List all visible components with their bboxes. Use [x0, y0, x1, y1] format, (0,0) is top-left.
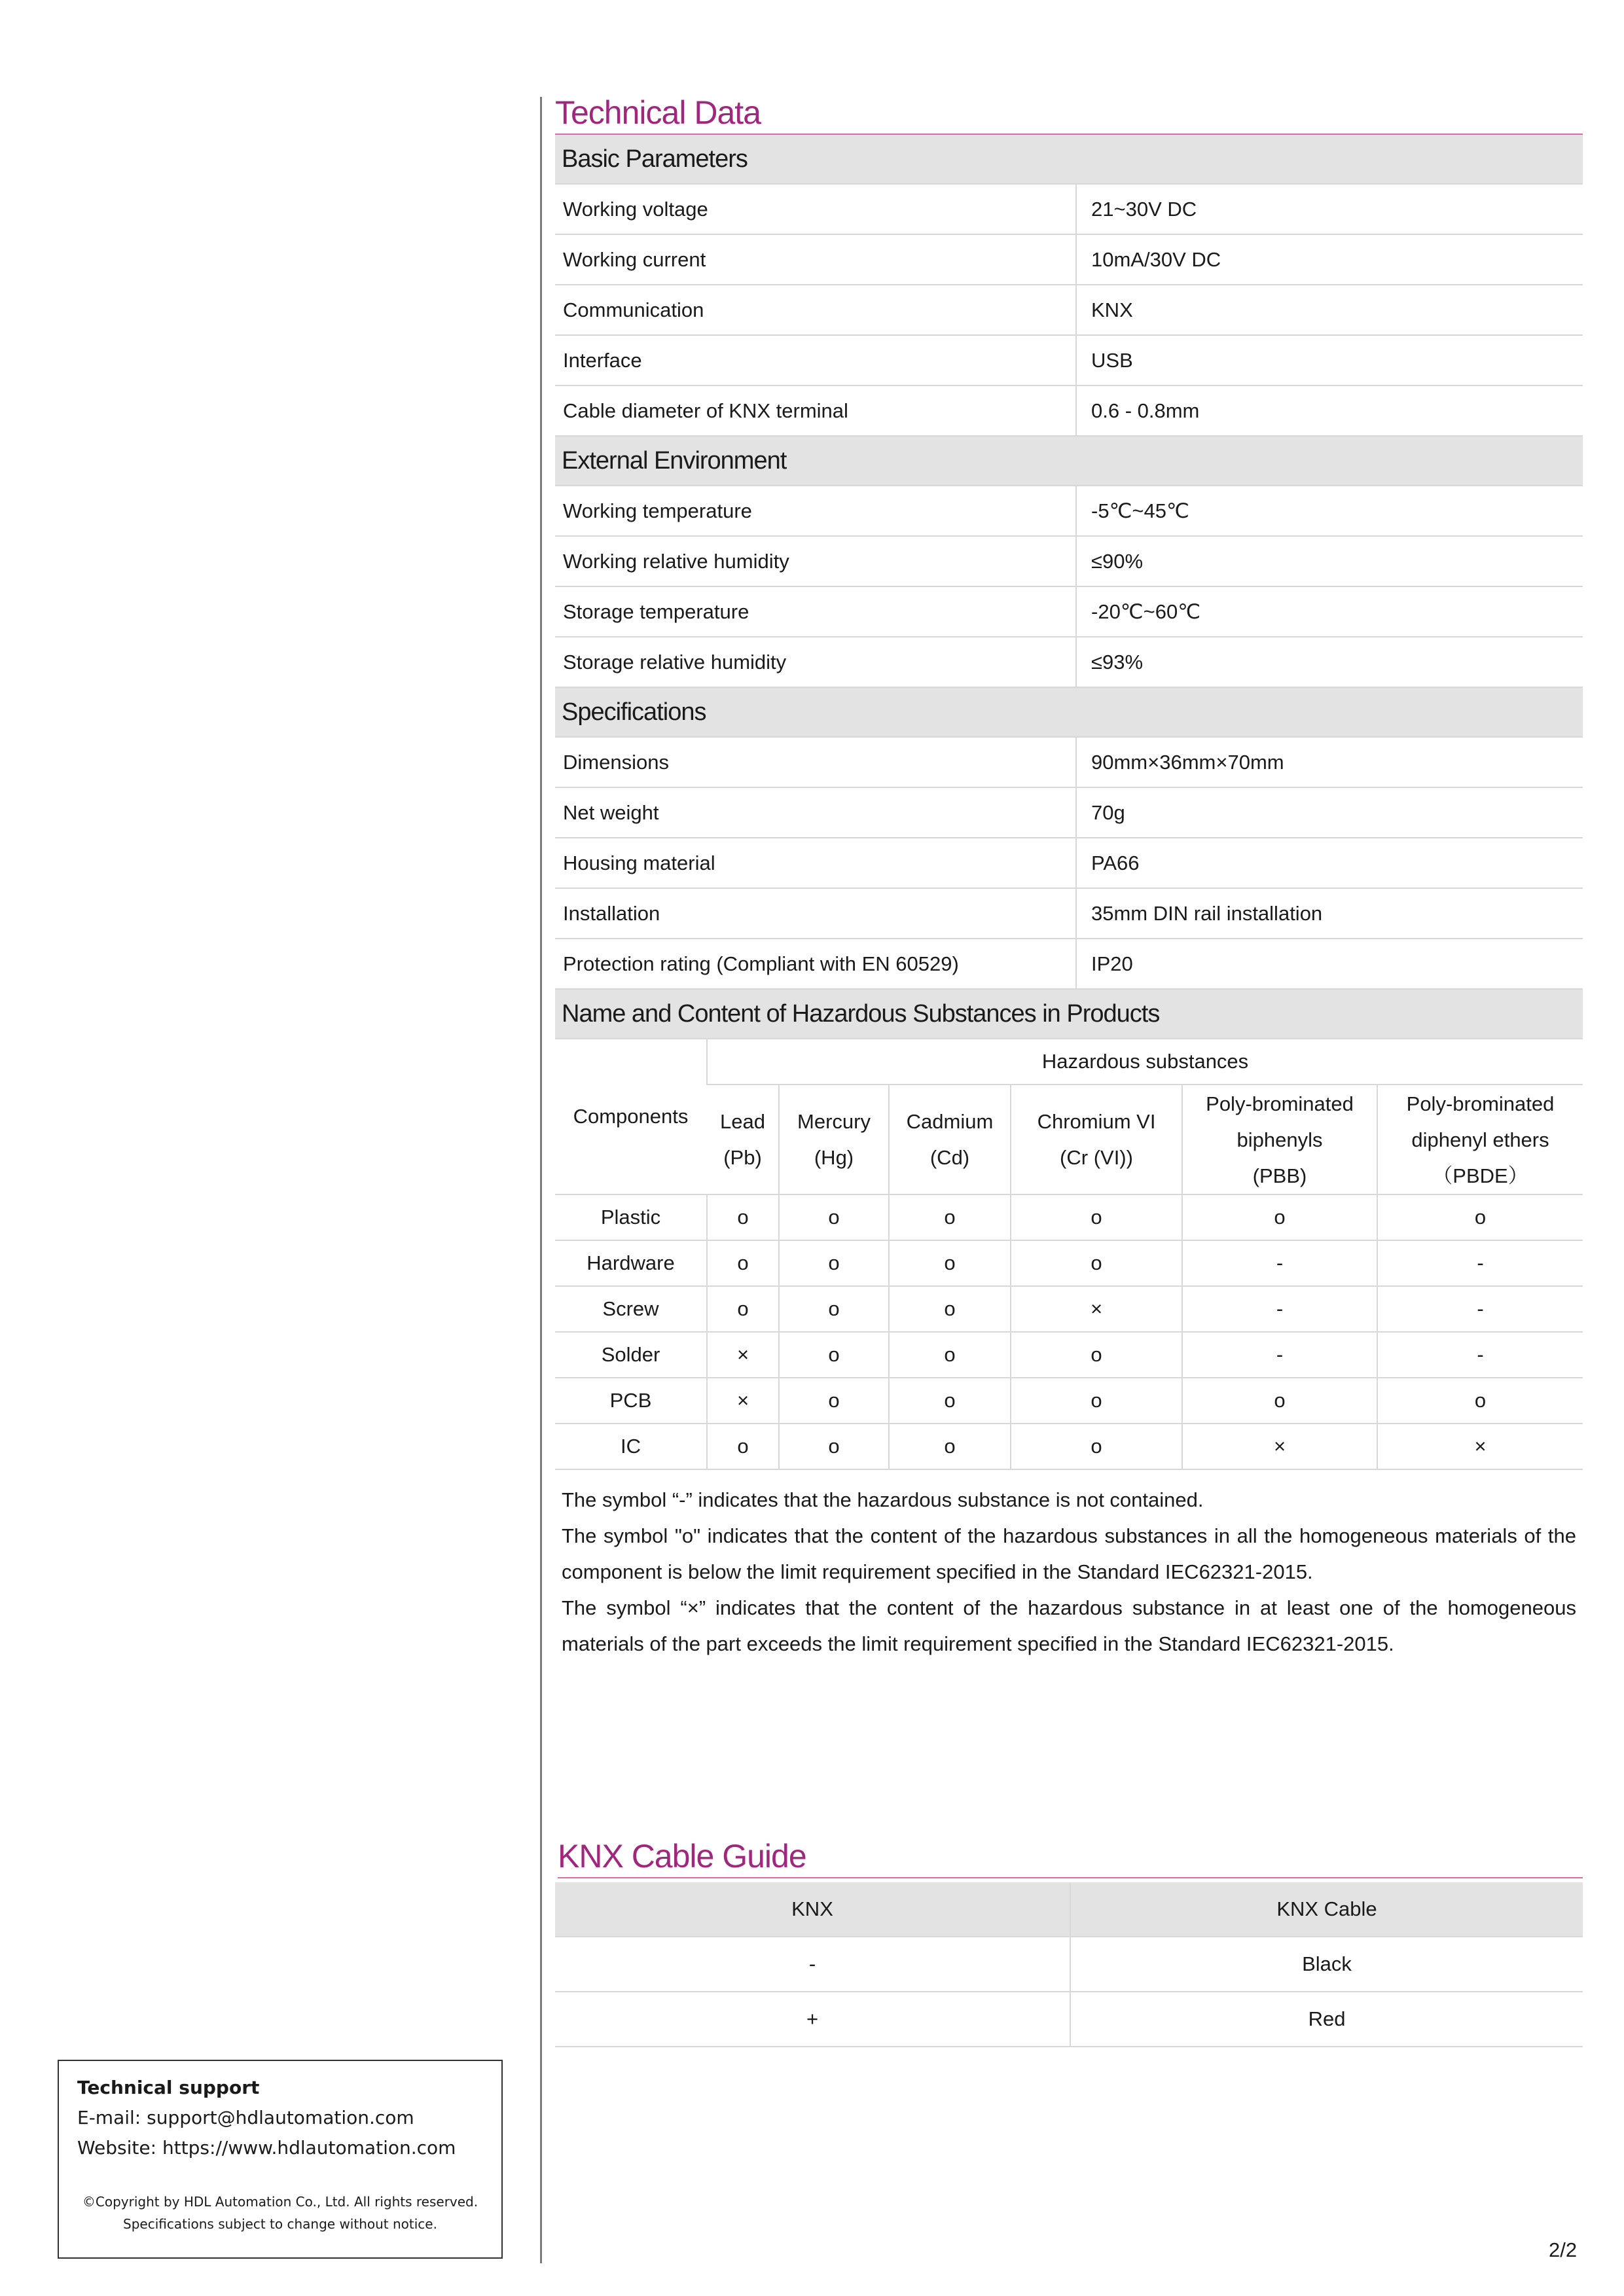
- value-cell: o: [1011, 1332, 1182, 1378]
- value-cell: o: [1011, 1194, 1182, 1240]
- table-row: [555, 1194, 1583, 1240]
- copyright-block: [77, 2191, 483, 2235]
- param-value: ≤93%: [1076, 637, 1583, 687]
- support-email: E-mail: support@hdlautomation.com: [77, 2107, 414, 2128]
- symbol-notes: [555, 1470, 1583, 1662]
- copyright-text: ©Copyright by HDL Automation Co., Ltd. All rights reserved.: [82, 2194, 478, 2210]
- param-row: [555, 787, 1583, 838]
- table-row: [555, 1286, 1583, 1332]
- component-cell: PCB: [555, 1378, 707, 1424]
- param-label: Communication: [555, 285, 1076, 335]
- value-cell: o: [889, 1424, 1011, 1469]
- value-cell: o: [1377, 1194, 1583, 1240]
- specifications-header: [555, 687, 1583, 737]
- value-cell: -: [1377, 1332, 1583, 1378]
- column-header-line: Lead: [720, 1110, 765, 1133]
- component-cell: IC: [555, 1424, 707, 1469]
- param-value: ≤90%: [1076, 536, 1583, 586]
- column-header-mercury: [779, 1085, 889, 1194]
- value-cell: ×: [1011, 1286, 1182, 1332]
- param-label: Cable diameter of KNX terminal: [555, 386, 1076, 436]
- param-row: [555, 486, 1583, 536]
- external-environment-header: [555, 436, 1583, 486]
- param-value: 0.6 - 0.8mm: [1076, 386, 1583, 436]
- support-title: Technical support: [77, 2077, 260, 2098]
- left-divider-line: [540, 97, 542, 2263]
- column-header-pbb: [1182, 1085, 1377, 1194]
- param-label: Net weight: [555, 787, 1076, 838]
- hazard-columns-row: [555, 1085, 1583, 1194]
- value-cell: ×: [1377, 1424, 1583, 1469]
- column-header-chromium: [1011, 1085, 1182, 1194]
- column-header-line: biphenyls: [1236, 1128, 1323, 1151]
- component-cell: Plastic: [555, 1194, 707, 1240]
- value-cell: o: [779, 1240, 889, 1286]
- value-cell: o: [707, 1424, 779, 1469]
- param-value: -20℃~60℃: [1076, 586, 1583, 637]
- hazard-group-header: Hazardous substances: [707, 1039, 1583, 1085]
- value-cell: o: [1182, 1194, 1377, 1240]
- section-heading: External Environment: [555, 436, 1583, 486]
- param-value: KNX: [1076, 285, 1583, 335]
- param-row: [555, 939, 1583, 989]
- value-cell: o: [707, 1286, 779, 1332]
- param-label: Storage temperature: [555, 586, 1076, 637]
- param-row: [555, 234, 1583, 285]
- value-cell: o: [889, 1286, 1011, 1332]
- value-cell: o: [889, 1378, 1011, 1424]
- value-cell: o: [1011, 1378, 1182, 1424]
- hazardous-substances-header: [555, 989, 1583, 1039]
- components-header: Components: [555, 1039, 707, 1194]
- param-value: 10mA/30V DC: [1076, 234, 1583, 285]
- column-header-line: (Cr (VI)): [1060, 1146, 1133, 1169]
- component-cell: Solder: [555, 1332, 707, 1378]
- cable-cell: Red: [1070, 1992, 1583, 2047]
- knx-cell: -: [555, 1937, 1070, 1992]
- param-value: PA66: [1076, 838, 1583, 888]
- param-row: [555, 637, 1583, 687]
- table-row: [555, 1937, 1583, 1992]
- technical-data-section: [555, 94, 1583, 1662]
- param-value: IP20: [1076, 939, 1583, 989]
- cable-guide-section: [555, 1838, 1583, 2047]
- table-row: [555, 1240, 1583, 1286]
- param-label: Dimensions: [555, 737, 1076, 787]
- note-paragraph: The symbol “×” indicates that the content of the hazardous substance in at least one of the homogeneous materials of the part exceeds the limit requirement specified in the Standard IEC62321-2015.: [562, 1596, 1576, 1655]
- hazard-group-row: [555, 1039, 1583, 1085]
- param-label: Housing material: [555, 838, 1076, 888]
- param-label: Protection rating (Compliant with EN 60529): [555, 939, 1076, 989]
- column-header-pbde: [1377, 1085, 1583, 1194]
- section-heading: Name and Content of Hazardous Substances in Products: [555, 989, 1583, 1039]
- column-header-line: Chromium VI: [1037, 1110, 1156, 1133]
- value-cell: o: [779, 1378, 889, 1424]
- support-website: Website: https://www.hdlautomation.com: [77, 2137, 456, 2159]
- value-cell: -: [1182, 1286, 1377, 1332]
- value-cell: o: [779, 1194, 889, 1240]
- column-header-cadmium: [889, 1085, 1011, 1194]
- param-label: Working temperature: [555, 486, 1076, 536]
- value-cell: o: [779, 1332, 889, 1378]
- param-value: 70g: [1076, 787, 1583, 838]
- value-cell: ×: [707, 1332, 779, 1378]
- param-row: [555, 888, 1583, 939]
- value-cell: o: [707, 1194, 779, 1240]
- cable-guide-title: KNX Cable Guide: [558, 1838, 1583, 1878]
- param-value: -5℃~45℃: [1076, 486, 1583, 536]
- param-value: 35mm DIN rail installation: [1076, 888, 1583, 939]
- component-cell: Screw: [555, 1286, 707, 1332]
- cable-cell: Black: [1070, 1937, 1583, 1992]
- cable-header-knx: KNX: [555, 1882, 1070, 1937]
- value-cell: o: [779, 1424, 889, 1469]
- column-header-line: Poly-brominated: [1206, 1092, 1354, 1115]
- param-label: Working voltage: [555, 184, 1076, 234]
- column-header-line: （PBDE）: [1432, 1164, 1528, 1187]
- column-header-line: (Pb): [723, 1146, 762, 1169]
- cable-guide-table: [555, 1882, 1583, 2047]
- column-header-line: diphenyl ethers: [1411, 1128, 1549, 1151]
- value-cell: o: [779, 1286, 889, 1332]
- value-cell: o: [1011, 1424, 1182, 1469]
- section-heading: Basic Parameters: [555, 135, 1583, 184]
- column-header-line: (Hg): [814, 1146, 854, 1169]
- param-row: [555, 536, 1583, 586]
- param-label: Working current: [555, 234, 1076, 285]
- technical-data-title: Technical Data: [555, 94, 1583, 135]
- value-cell: o: [707, 1240, 779, 1286]
- value-cell: o: [889, 1332, 1011, 1378]
- param-row: [555, 737, 1583, 787]
- column-header-line: Cadmium: [906, 1110, 994, 1133]
- param-label: Installation: [555, 888, 1076, 939]
- notice-text: Specifications subject to change without notice.: [123, 2216, 437, 2232]
- table-row: [555, 1378, 1583, 1424]
- section-heading: Specifications: [555, 687, 1583, 737]
- value-cell: ×: [1182, 1424, 1377, 1469]
- technical-support-box: [58, 2060, 503, 2259]
- column-header-line: Poly-brominated: [1406, 1092, 1555, 1115]
- param-row: [555, 838, 1583, 888]
- cable-header-cable: KNX Cable: [1070, 1882, 1583, 1937]
- note-paragraph: The symbol “-” indicates that the hazardous substance is not contained.: [562, 1488, 1204, 1511]
- param-row: [555, 586, 1583, 637]
- note-paragraph: The symbol "o" indicates that the content of the hazardous substances in all the homogeneous materials of the component is below the limit requirement specified in the Standard IEC62321-2015.: [562, 1524, 1576, 1583]
- value-cell: o: [1377, 1378, 1583, 1424]
- value-cell: -: [1182, 1332, 1377, 1378]
- param-row: [555, 184, 1583, 234]
- param-row: [555, 386, 1583, 436]
- value-cell: o: [889, 1194, 1011, 1240]
- table-row: [555, 1424, 1583, 1469]
- column-header-line: (PBB): [1252, 1164, 1307, 1187]
- value-cell: -: [1377, 1286, 1583, 1332]
- param-value: 21~30V DC: [1076, 184, 1583, 234]
- value-cell: o: [1182, 1378, 1377, 1424]
- value-cell: -: [1182, 1240, 1377, 1286]
- basic-parameters-header: [555, 135, 1583, 184]
- param-label: Storage relative humidity: [555, 637, 1076, 687]
- cable-header-row: [555, 1882, 1583, 1937]
- component-cell: Hardware: [555, 1240, 707, 1286]
- column-header-line: (Cd): [929, 1146, 970, 1169]
- param-row: [555, 285, 1583, 335]
- value-cell: ×: [707, 1378, 779, 1424]
- parameters-table: [555, 135, 1583, 1039]
- table-row: [555, 1332, 1583, 1378]
- param-row: [555, 335, 1583, 386]
- value-cell: o: [889, 1240, 1011, 1286]
- value-cell: -: [1377, 1240, 1583, 1286]
- column-header-lead: [707, 1085, 779, 1194]
- param-label: Working relative humidity: [555, 536, 1076, 586]
- knx-cell: +: [555, 1992, 1070, 2047]
- value-cell: o: [1011, 1240, 1182, 1286]
- page-number: 2/2: [1549, 2238, 1578, 2261]
- param-value: USB: [1076, 335, 1583, 386]
- param-value: 90mm×36mm×70mm: [1076, 737, 1583, 787]
- param-label: Interface: [555, 335, 1076, 386]
- hazardous-substances-table: [555, 1039, 1583, 1470]
- table-row: [555, 1992, 1583, 2047]
- column-header-line: Mercury: [797, 1110, 871, 1133]
